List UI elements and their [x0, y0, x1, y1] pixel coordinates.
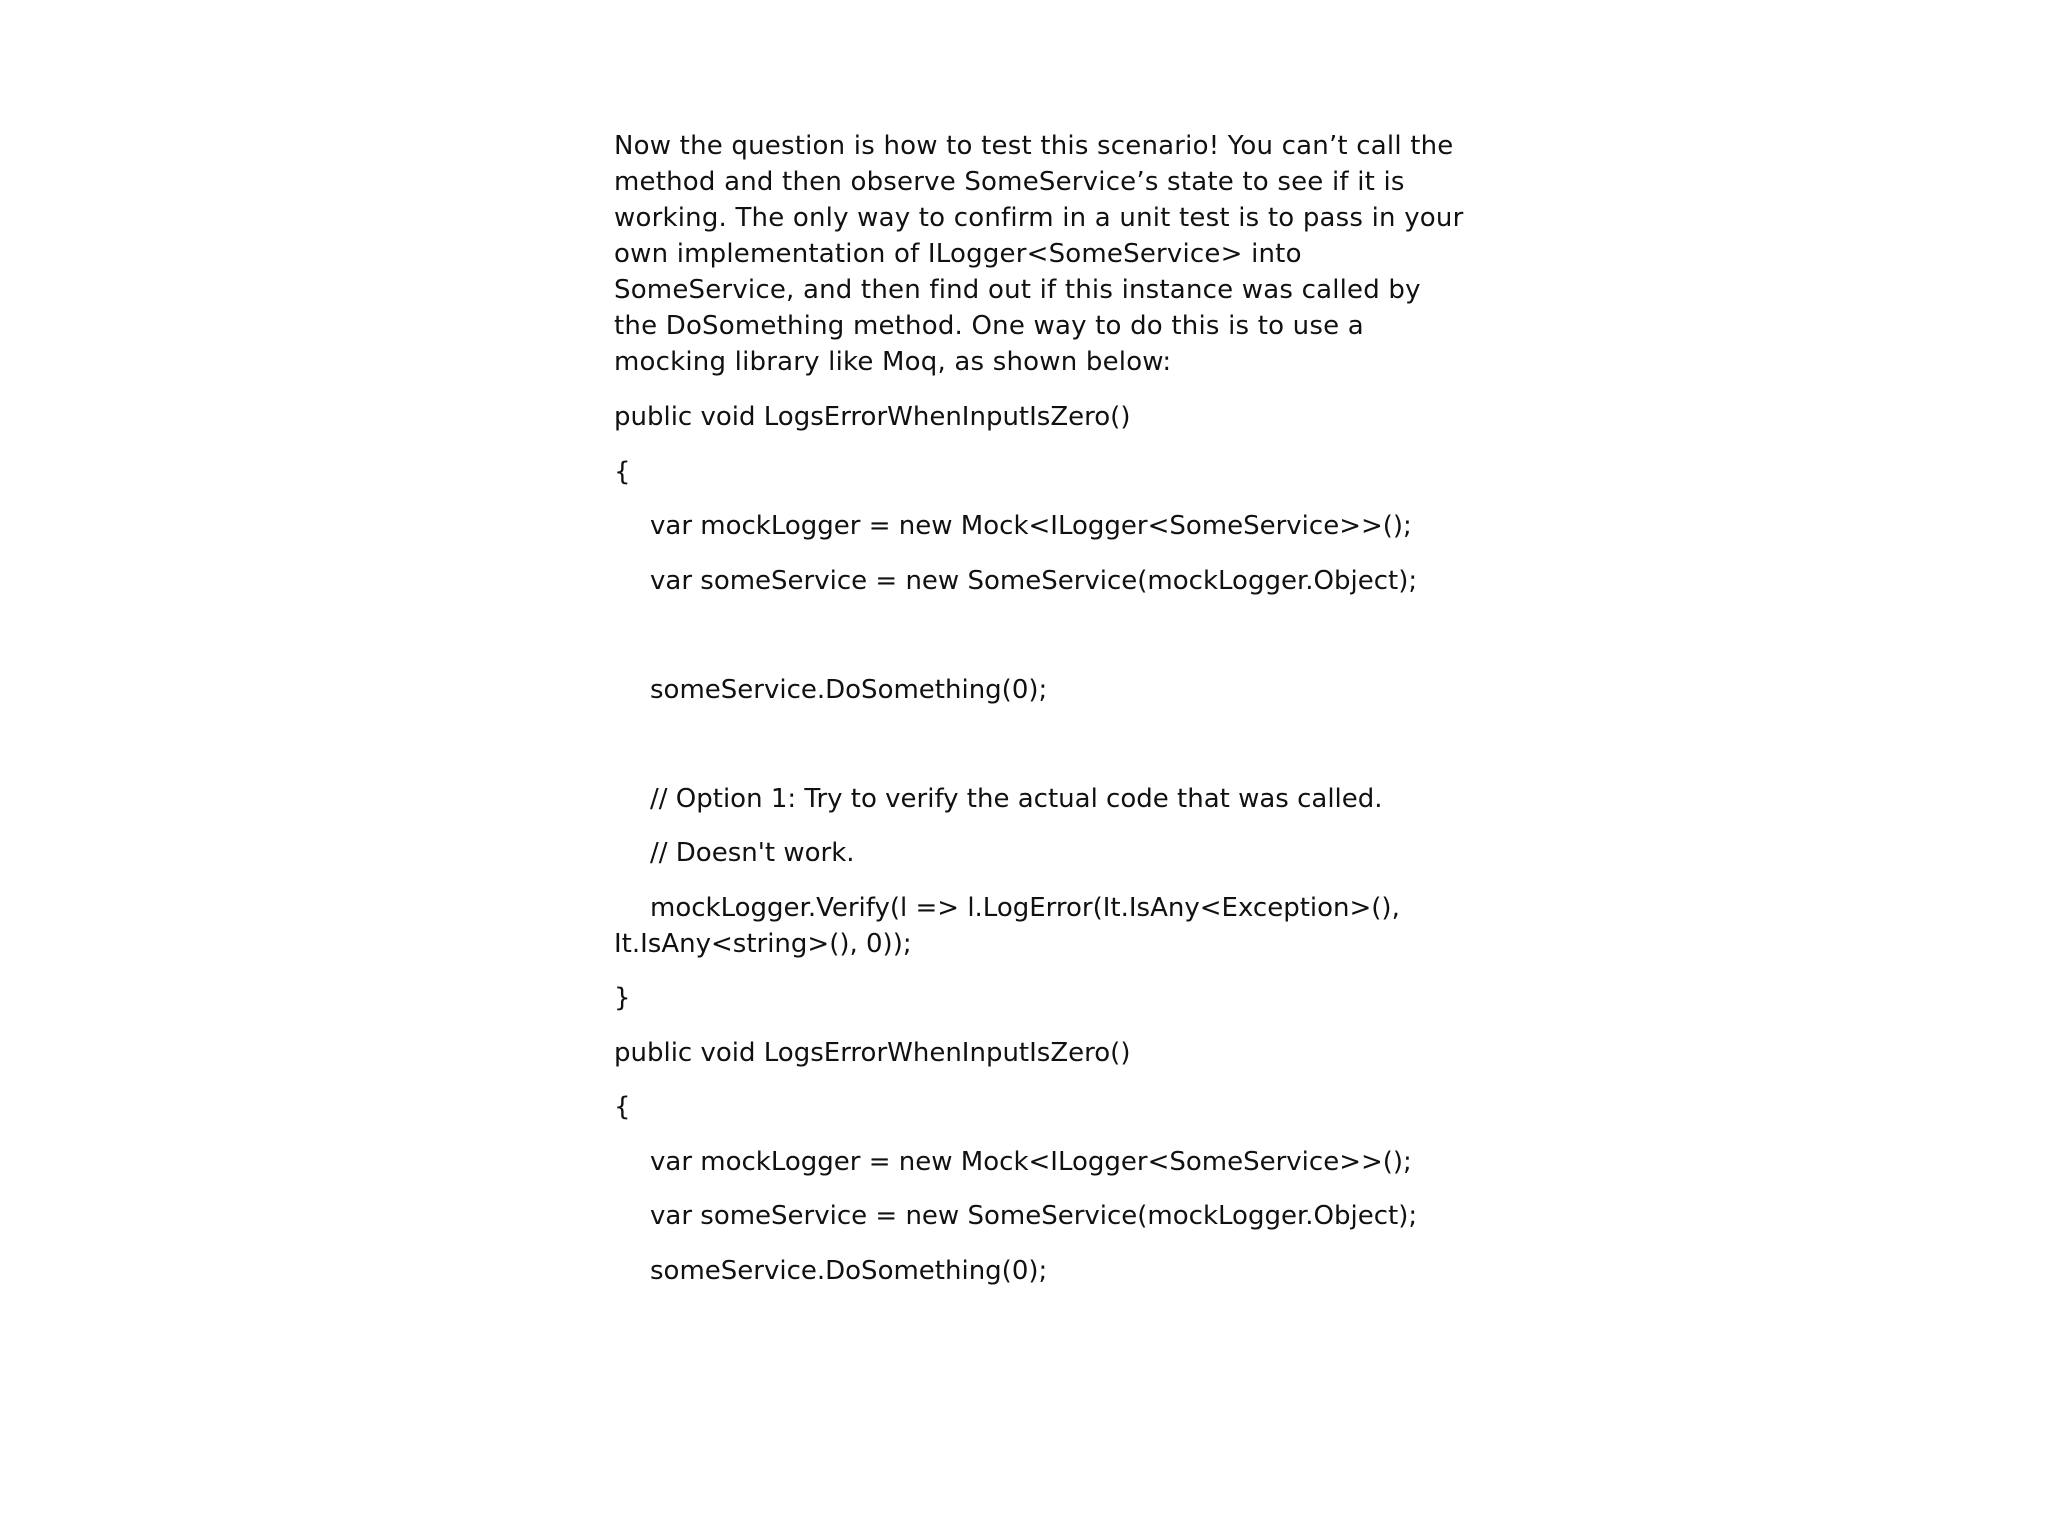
comment-doesnt-work: // Doesn't work.	[650, 838, 855, 868]
mock-logger-line: var mockLogger = new Mock<ILogger<SomeService>>();	[650, 1146, 1412, 1177]
method-signature: public void LogsErrorWhenInputIsZero()	[614, 402, 1131, 432]
method-signature: public void LogsErrorWhenInputIsZero()	[614, 1037, 1131, 1068]
do-something-line: someService.DoSomething(0);	[650, 674, 1048, 705]
some-service-line: var someService = new SomeService(mockLogger.Object);	[650, 1201, 1418, 1231]
open-brace: {	[614, 1092, 631, 1122]
blank-line	[614, 726, 1464, 762]
comment-option-1: // Option 1: Try to verify the actual code that was called.	[650, 783, 1383, 814]
mock-logger-line: var mockLogger = new Mock<ILogger<SomeService>>();	[650, 511, 1412, 541]
blank-line	[614, 617, 1464, 653]
verify-line-continuation: It.IsAny<string>(), 0));	[614, 928, 912, 959]
code-block-1	[614, 399, 1464, 1016]
close-brace: }	[614, 983, 631, 1013]
some-service-line: var someService = new SomeService(mockLogger.Object);	[650, 565, 1418, 596]
intro-paragraph: Now the question is how to test this scenario! You can’t call the method and then observe SomeService’s state to see if it is working. The only way to confirm in a unit test is to pass in your own implementation of ILogger<SomeService> into SomeService, and then find out if this instance was called by the DoSomething method. One way to do this is to use a mocking library like Moq, as shown below:	[614, 131, 1464, 377]
do-something-line: someService.DoSomething(0);	[650, 1255, 1048, 1286]
document-page	[614, 128, 1464, 1307]
open-brace: {	[614, 456, 631, 487]
verify-line: mockLogger.Verify(l => l.LogError(It.IsAny<Exception>(),	[650, 892, 1400, 923]
code-block-2	[614, 1035, 1464, 1289]
